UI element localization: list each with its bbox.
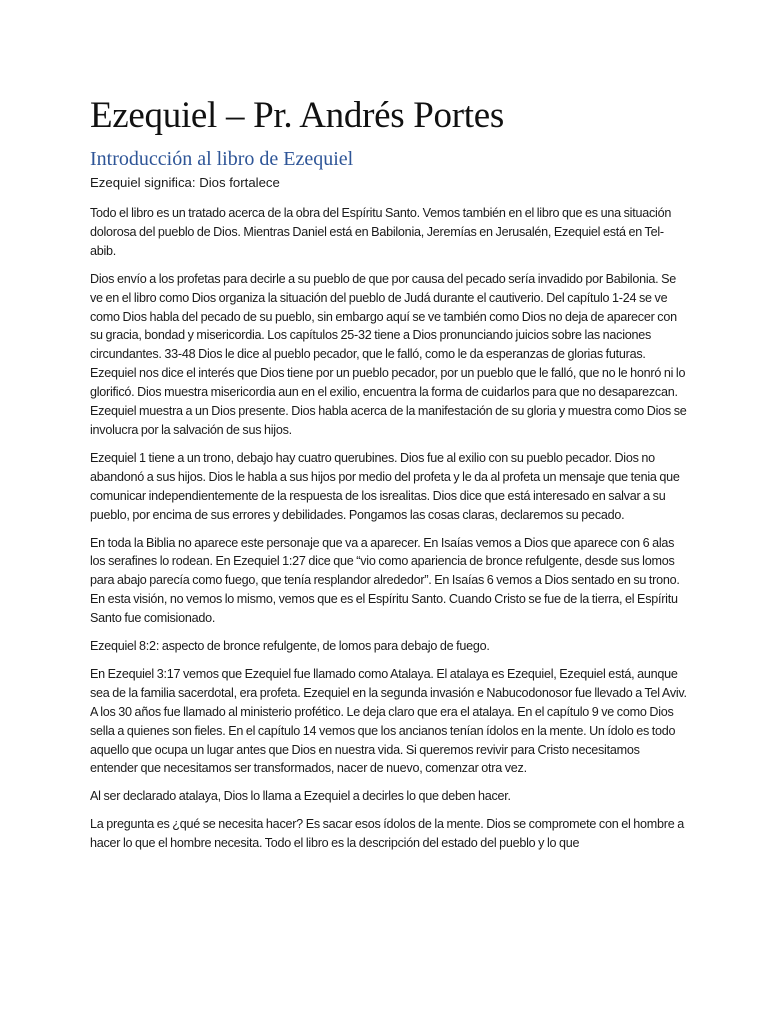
paragraph-3: Ezequiel 1 tiene a un trono, debajo hay cuatro querubines. Dios fue al exilio con su pueblo pecador. Dios no abandonó a sus hijos. Dios le habla a sus hijos por medio del profeta y le da al profeta un mensaje que tenia que comunicar independientemente de la respuesta de los isrealitas. Dios dice que está interesado en salvar a su pueblo, por encima de sus errores y debilidades. Pongamos las cosas claras, declaremos su pecado. <box>90 450 680 522</box>
document-title: Ezequiel – Pr. Andrés Portes <box>90 95 504 136</box>
paragraph-1: Todo el libro es un tratado acerca de la obra del Espíritu Santo. Vemos también en el libro que es una situación dolorosa del pueblo de Dios. Mientras Daniel está en Babilonia, Jeremías en Jerusalén, Ezequiel está en Tel-abib. <box>90 206 672 258</box>
meaning-line: Ezequiel significa: Dios fortalece <box>90 175 280 190</box>
paragraph-2: Dios envío a los profetas para decirle a su pueblo de que por causa del pecado sería invadido por Babilonia. Se ve en el libro como Dios organiza la situación del pueblo de Judá durante el cautiverio. Del capítulo 1-24 se ve como Dios habla del pecado de su pueblo, sin embargo aquí se ve también como Dios no deja de aparecer con su gracia, bondad y misericordia. Los capítulos 25-32 tiene a Dios pronunciando juicios sobre las naciones circundantes. 33-48 Dios le dice al pueblo pecador, que le falló, como le da esperanzas de glorias futuras. Ezequiel nos dice el interés que Dios tiene por un pueblo pecador, por un pueblo que le falló, que no le honró ni lo glorificó. Dios muestra misericordia aun en el exilio, encuentra la forma de cuidarlos para que no desaparezcan. Ezequiel muestra a un Dios presente. Dios habla acerca de la manifestación de su gloria y muestra como Dios se involucra por la salvación de sus hijos. <box>90 271 687 437</box>
paragraph-4: En toda la Biblia no aparece este personaje que va a aparecer. En Isaías vemos a Dios que aparece con 6 alas los serafines lo rodean. En Ezequiel 1:27 dice que “vio como apariencia de bronce refulgente, desde sus lomos para abajo parecía como fuego, que tenía resplandor alrededor”. En Isaías 6 vemos a Dios sentado en su trono. En esta visión, no vemos lo mismo, vemos que es el Espíritu Santo. Cuando Cristo se fue de la tierra, el Espíritu Santo fue comisionado. <box>90 535 680 626</box>
document-content <box>90 94 688 862</box>
paragraph-6: En Ezequiel 3:17 vemos que Ezequiel fue llamado como Atalaya. El atalaya es Ezequiel, Ezequiel está, aunque sea de la familia sacerdotal, era profeta. Ezequiel en la segunda invasión e Nabucodonosor fue llevado a Tel Aviv. A los 30 años fue llamado al ministerio profético. Le deja claro que era el atalaya. En el capítulo 9 ve como Dios sella a quienes son fieles. En el capítulo 14 vemos que los ancianos tenían ídolos en la mente. Un ídolo es todo aquello que ocupa un lugar antes que Dios en nuestra vida. Si queremos revivir para Cristo necesitamos entender que necesitamos ser transformados, nacer de nuevo, comenzar otra vez. <box>90 666 687 776</box>
paragraph-5: Ezequiel 8:2: aspecto de bronce refulgente, de lomos para debajo de fuego. <box>90 639 490 654</box>
paragraph-8: La pregunta es ¿qué se necesita hacer? Es sacar esos ídolos de la mente. Dios se compromete con el hombre a hacer lo que el hombre necesita. Todo el libro es la descripción del estado del pueblo y lo que <box>90 817 684 851</box>
paragraph-7: Al ser declarado atalaya, Dios lo llama a Ezequiel a decirles lo que deben hacer. <box>90 789 511 804</box>
section-heading: Introducción al libro de Ezequiel <box>90 148 354 170</box>
